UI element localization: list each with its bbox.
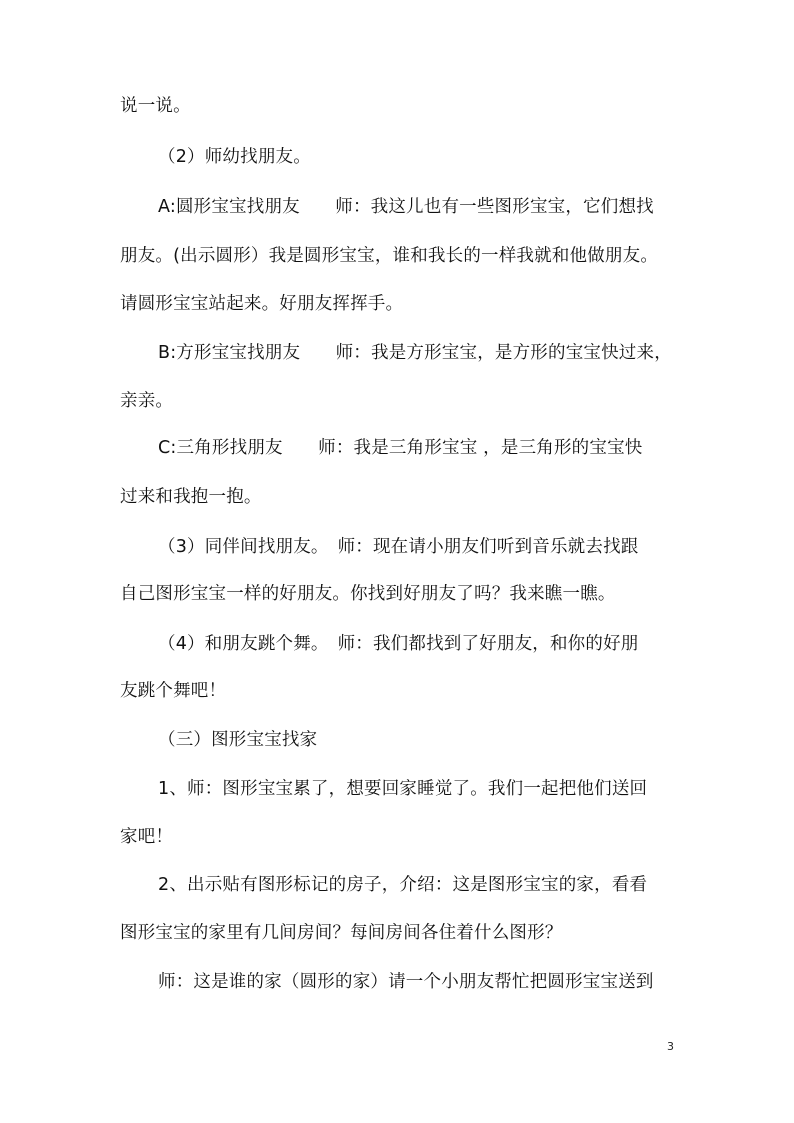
text-line: 友跳个舞吧！ [120,681,227,701]
text-line: 朋友。(出示圆形）我是圆形宝宝，谁和我长的一样我就和他做朋友。 [120,246,659,266]
text-line: 家吧！ [120,827,174,847]
text-line: B:方形宝宝找朋友 师：我是方形宝宝，是方形的宝宝快过来， [158,343,672,363]
section-heading: （2）师幼找朋友。 [158,147,311,167]
text-line: 2、出示贴有图形标记的房子，介绍：这是图形宝宝的家，看看 [158,875,648,895]
text-line: 1、师：图形宝宝累了，想要回家睡觉了。我们一起把他们送回 [158,779,648,799]
text-line: A:圆形宝宝找朋友 师：我这儿也有一些图形宝宝，它们想找 [158,197,654,217]
text-line: 图形宝宝的家里有几间房间？每间房间各住着什么图形？ [120,923,563,943]
text-line: C:三角形找朋友 师：我是三角形宝宝 ，是三角形的宝宝快 [158,438,643,458]
text-line: 过来和我抱一抱。 [120,487,262,507]
text-line: （3）同伴间找朋友。 师：现在请小朋友们听到音乐就去找跟 [158,537,639,557]
text-line: 自己图形宝宝一样的好朋友。你找到好朋友了吗？我来瞧一瞧。 [120,584,616,604]
text-line: 说一说。 [120,96,191,116]
text-line: 亲亲。 [120,391,174,411]
text-line: 请圆形宝宝站起来。好朋友挥挥手。 [120,294,404,314]
page-number: 3 [667,1040,674,1053]
text-line: 师：这是谁的家（圆形的家）请一个小朋友帮忙把圆形宝宝送到 [158,972,654,992]
section-heading: （三）图形宝宝找家 [158,730,318,750]
text-line: （4）和朋友跳个舞。 师：我们都找到了好朋友，和你的好朋 [158,634,639,654]
